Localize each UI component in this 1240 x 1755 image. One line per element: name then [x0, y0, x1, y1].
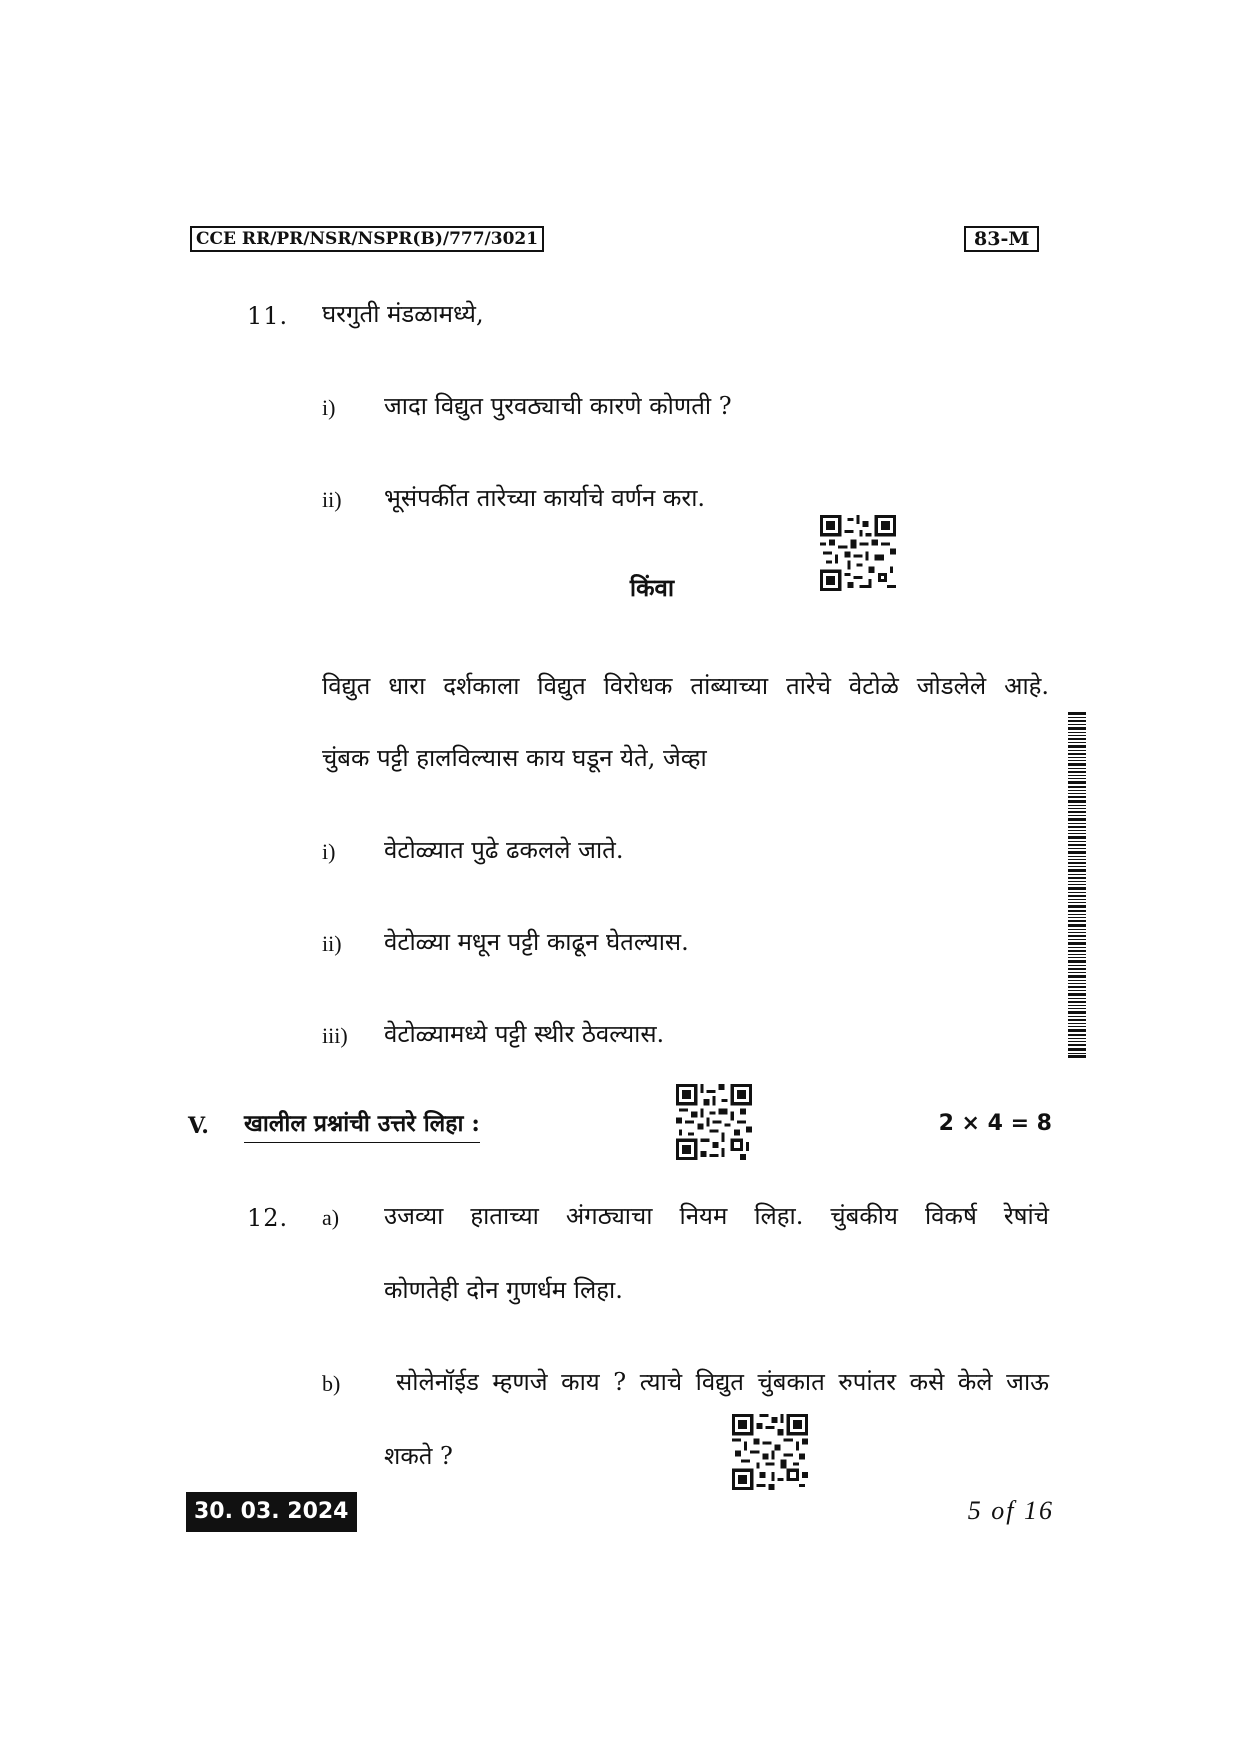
- or-separator: किंवा: [629, 573, 675, 602]
- question-11-alt-part-iii-text: वेटोळ्यामध्ये पट्टी स्थीर ठेवल्यास.: [384, 1020, 665, 1048]
- paper-series-code: CCE RR/PR/NSR/NSPR(B)/777/3021: [190, 226, 544, 252]
- question-11-alt-part-i-text: वेटोळ्यात पुढे ढकलले जाते.: [384, 836, 624, 864]
- section-title: खालील प्रश्नांची उत्तरे लिहा :: [244, 1108, 480, 1143]
- qr-code-icon: [732, 1414, 808, 1490]
- exam-date-badge: 30. 03. 2024: [186, 1492, 357, 1532]
- question-12-part-a-line-1: उजव्या हाताच्या अंगठ्याचा नियम लिहा. चुंबकीय विकर्ष रेषांचे: [384, 1202, 1049, 1230]
- question-12-part-b-line-2: शकते ?: [384, 1442, 453, 1470]
- question-11-stem: घरगुती मंडळामध्ये,: [322, 300, 484, 328]
- paper-code-badge: 83-M: [964, 226, 1039, 252]
- question-12-part-a-line-2: कोणतेही दोन गुणर्धम लिहा.: [384, 1276, 623, 1304]
- question-number-12: 12.: [247, 1204, 289, 1232]
- question-11-part-i-text: जादा विद्युत पुरवठ्याची कारणे कोणती ?: [384, 392, 732, 420]
- question-number-11: 11.: [247, 302, 289, 330]
- qr-code-icon: [820, 515, 896, 591]
- page-number: 5 of 16: [967, 1496, 1054, 1525]
- barcode-icon: [1068, 712, 1086, 1058]
- question-11-alt-part-ii-label: ii): [322, 931, 342, 956]
- section-marks: 2 × 4 = 8: [938, 1111, 1052, 1136]
- question-12-part-b-label: b): [322, 1371, 341, 1396]
- question-11-alt-part-iii-label: iii): [322, 1023, 348, 1048]
- question-11-part-i-label: i): [322, 395, 336, 420]
- section-label: V.: [188, 1113, 209, 1139]
- question-11-part-ii-text: भूसंपर्कीत तारेच्या कार्याचे वर्णन करा.: [384, 484, 706, 512]
- qr-code-icon: [676, 1084, 752, 1160]
- question-11-alt-part-i-label: i): [322, 839, 336, 864]
- question-12-part-a-label: a): [322, 1205, 340, 1230]
- question-11-part-ii-label: ii): [322, 487, 342, 512]
- question-11-alt-part-ii-text: वेटोळ्या मधून पट्टी काढून घेतल्यास.: [384, 928, 689, 956]
- question-11-alt-line-1: विद्युत धारा दर्शकाला विद्युत विरोधक तांब्याच्या तारेचे वेटोळे जोडलेले आहे.: [322, 672, 1049, 700]
- question-11-alt-line-2: चुंबक पट्टी हालविल्यास काय घडून येते, जेव्हा: [322, 744, 707, 772]
- question-12-part-b-line-1: सोलेनॉईड म्हणजे काय ? त्याचे विद्युत चुंबकात रुपांतर कसे केले जाऊ: [396, 1368, 1049, 1396]
